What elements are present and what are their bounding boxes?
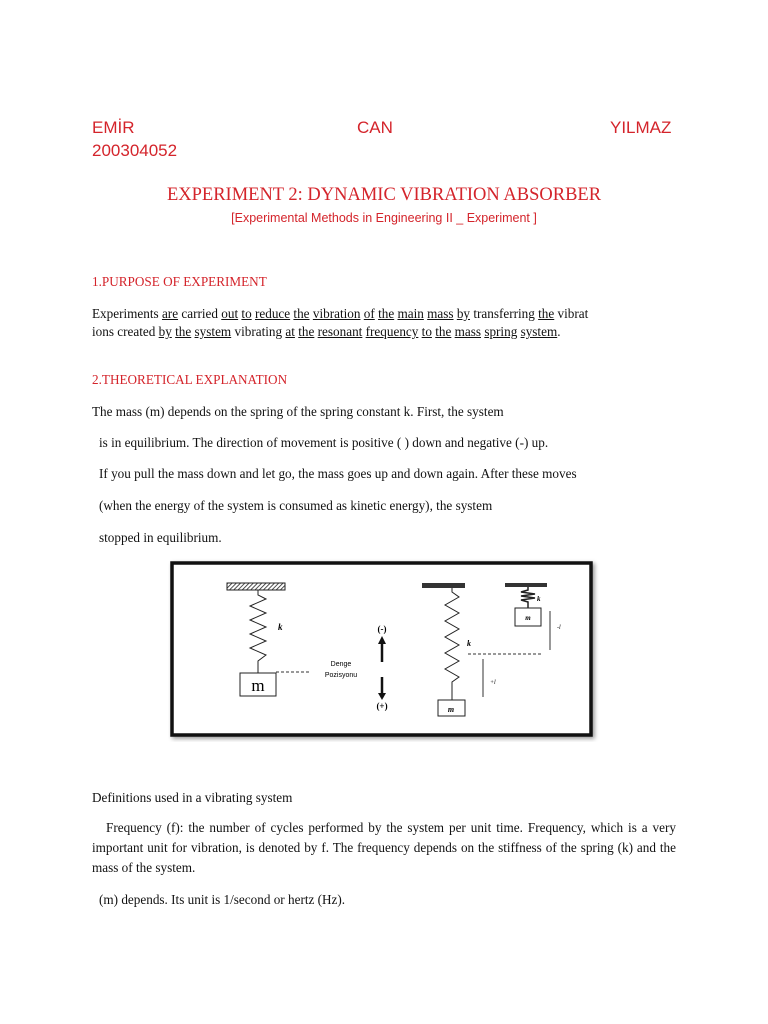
purpose-text-segment: the [435,324,452,339]
purpose-text-segment: at [285,324,295,339]
positive-label: (+) [376,701,388,711]
purpose-text-segment: the [298,324,315,339]
purpose-line-2 [92,324,561,340]
purpose-text-segment: system [520,324,558,339]
spring-label: k [537,595,541,603]
mass-label: m [447,705,455,714]
document-title: EXPERIMENT 2: DYNAMIC VIBRATION ABSORBER [166,185,602,205]
purpose-text-segment: of [363,306,375,321]
purpose-text-segment: by [158,324,172,339]
theory-line: stopped in equilibrium. [99,530,222,545]
frequency-units: (m) depends. Its unit is 1/second or hertz (Hz). [99,892,346,907]
spring-mass-figure [168,558,600,742]
author-first-name: EMİR [92,118,135,137]
student-id: 200304052 [92,141,178,160]
document-subtitle: [Experimental Methods in Engineering II _ Experiment ] [231,211,537,225]
minus-l-label: -l [557,625,561,631]
purpose-text-segment: . [557,324,561,339]
frequency-definition: Frequency (f): the number of cycles performed by the system per unit time. Frequency, which is a very important unit for vibration, is denoted by f. The frequency depends on the stiffness of the spring (k) and the mass of the system. [92,820,676,875]
purpose-text-segment: the [378,306,395,321]
plus-l-label: +l [490,680,496,686]
purpose-text-segment: resonant [317,324,363,339]
spring-label: k [467,639,471,648]
purpose-text-segment: vibrat [554,306,589,321]
purpose-text-segment: transferring [470,306,539,321]
purpose-text-segment: to [421,324,432,339]
purpose-text-segment: vibrating [231,324,286,339]
purpose-text-segment: mass [427,306,454,321]
section-heading-purpose: 1.PURPOSE OF EXPERIMENT [92,274,267,289]
purpose-text-segment: spring [484,324,518,339]
ceiling-support [227,583,285,590]
purpose-line-1 [92,306,588,322]
purpose-text-segment: frequency [365,324,419,339]
mass-label: m [251,676,265,695]
purpose-text-segment: carried [178,306,222,321]
purpose-text-segment: are [161,306,179,321]
purpose-text-segment: main [397,306,424,321]
author-last-name: YILMAZ [610,118,672,137]
ceiling-support [505,583,547,587]
theory-line: If you pull the mass down and let go, the mass goes up and down again. After these moves [99,466,577,481]
author-middle-name: CAN [357,118,393,137]
purpose-text-segment: by [456,306,471,321]
purpose-text-segment: the [175,324,192,339]
spring-label: k [278,622,283,632]
theory-line: (when the energy of the system is consumed as kinetic energy), the system [99,498,493,513]
purpose-text-segment: out [221,306,239,321]
equilibrium-label: Denge [330,661,352,668]
purpose-text-segment: ions created [92,324,159,339]
equilibrium-label: Pozisyonu [324,672,358,679]
purpose-text-segment: Experiments [92,306,162,321]
definitions-intro: Definitions used in a vibrating system [92,790,293,805]
purpose-text-segment: to [241,306,252,321]
purpose-text-segment: system [194,324,232,339]
mass-label: m [525,614,531,622]
purpose-text-segment: the [293,306,310,321]
purpose-text-segment: the [538,306,555,321]
section-heading-theory: 2.THEORETICAL EXPLANATION [92,372,288,387]
theory-line: is in equilibrium. The direction of movement is positive ( ) down and negative (-) up. [99,435,549,450]
purpose-text-segment: mass [454,324,482,339]
theory-line: The mass (m) depends on the spring of the spring constant k. First, the system [92,404,504,419]
purpose-text-segment: vibration [312,306,361,321]
purpose-text-segment: reduce [254,306,291,321]
negative-label: (-) [377,624,387,634]
ceiling-support [422,583,465,588]
